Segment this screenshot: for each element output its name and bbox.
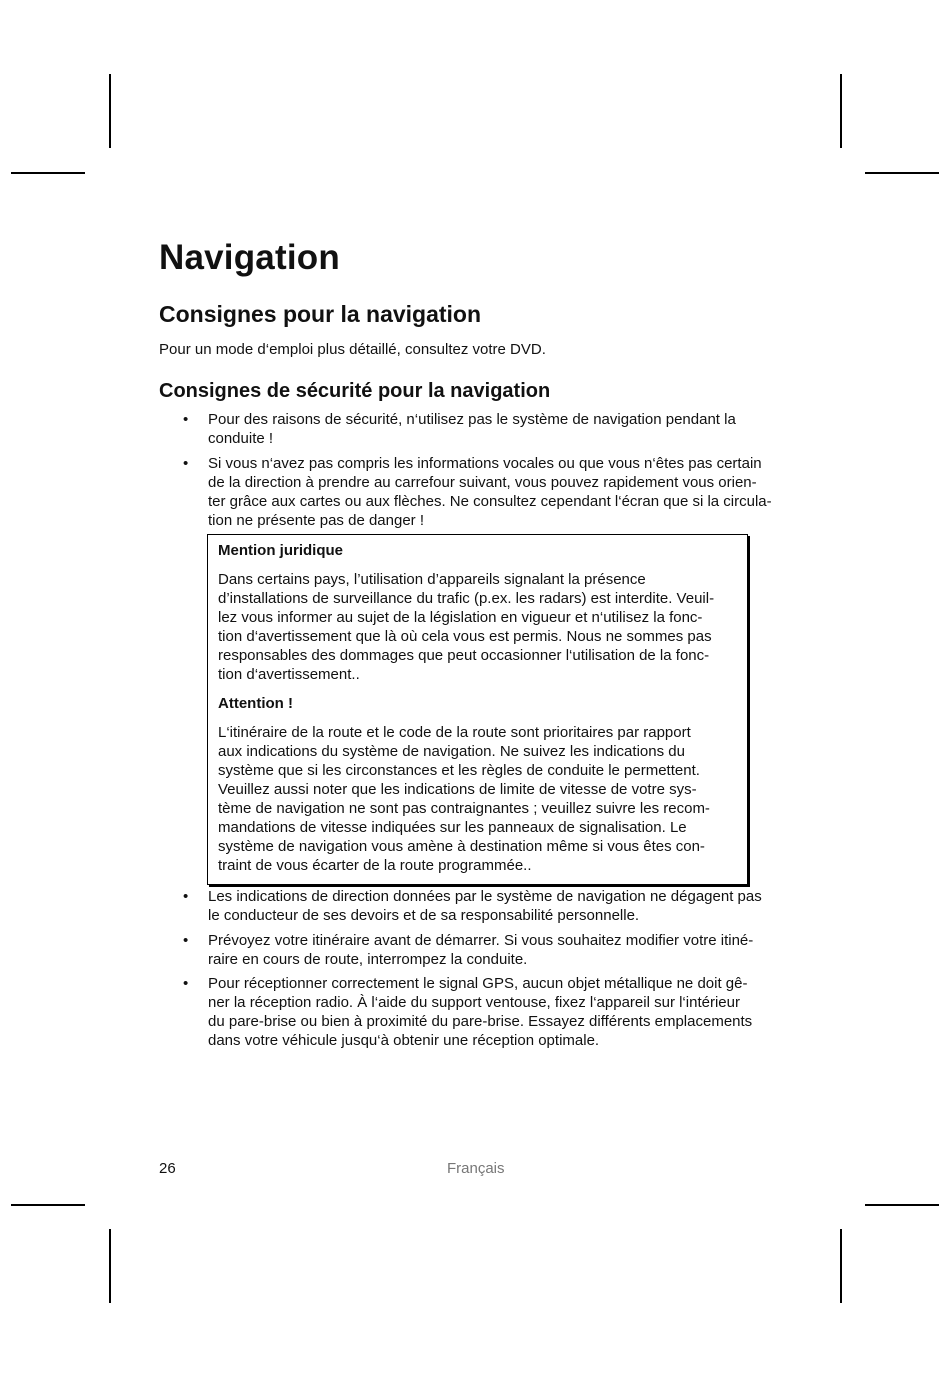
notice-line: lez vous informer au sujet de la législation en vigueur et n‘utilisez la fonc- xyxy=(218,609,703,626)
subsection-title: Consignes de sécurité pour la navigation xyxy=(159,380,551,402)
intro-text: Pour un mode d‘emploi plus détaillé, consultez votre DVD. xyxy=(159,341,546,358)
notice-line: responsables des dommages que peut occasionner l‘utilisation de la fonc- xyxy=(218,647,710,664)
notice-line: tion d‘avertissement.. xyxy=(218,666,360,683)
attention-title: Attention ! xyxy=(218,695,293,712)
list-item xyxy=(159,410,794,448)
list-item xyxy=(159,454,794,530)
crop-mark xyxy=(109,74,111,148)
list-item-line: Prévoyez votre itinéraire avant de démarrer. Si vous souhaitez modifier votre itiné- xyxy=(208,932,754,949)
notice-line: mandations de vitesse indiquées sur les panneaux de signalisation. Le xyxy=(218,819,687,836)
attention-text xyxy=(218,723,737,875)
notice-line: Dans certains pays, l’utilisation d’appareils signalant la présence xyxy=(218,571,646,588)
bullet-icon: • xyxy=(183,975,189,992)
list-item xyxy=(159,974,794,1050)
notice-line: système de navigation vous amène à destination même si vous êtes con- xyxy=(218,838,705,855)
page-number: 26 xyxy=(159,1160,176,1177)
notice-line: L‘itinéraire de la route et le code de la route sont prioritaires par rapport xyxy=(218,724,691,741)
bullet-icon: • xyxy=(183,455,189,472)
list-item-line: Si vous n‘avez pas compris les informations vocales ou que vous n‘êtes pas certain xyxy=(208,455,762,472)
list-item-line: raire en cours de route, interrompez la conduite. xyxy=(208,951,528,968)
notice-line: tion d‘avertissement que là où cela vous est permis. Nous ne sommes pas xyxy=(218,628,712,645)
notice-line: tème de navigation ne sont pas contraignantes ; veuillez suivre les recom- xyxy=(218,800,710,817)
list-item xyxy=(159,931,794,969)
list-item-line: dans votre véhicule jusqu‘à obtenir une réception optimale. xyxy=(208,1032,600,1049)
crop-mark xyxy=(11,172,85,174)
bullet-icon: • xyxy=(183,411,189,428)
list-item-line: du pare-brise ou bien à proximité du pare-brise. Essayez différents emplacements xyxy=(208,1013,753,1030)
crop-mark xyxy=(109,1229,111,1303)
list-item-line: tion ne présente pas de danger ! xyxy=(208,512,424,529)
list-item-line: Pour des raisons de sécurité, n‘utilisez pas le système de navigation pendant la xyxy=(208,411,736,428)
legal-notice-box xyxy=(207,534,748,885)
notice-line: Veuillez aussi noter que les indications de limite de vitesse de votre sys- xyxy=(218,781,697,798)
list-item-line: conduite ! xyxy=(208,430,274,447)
list-item xyxy=(159,887,794,925)
legal-notice-title: Mention juridique xyxy=(218,542,343,559)
notice-line: traint de vous écarter de la route programmée.. xyxy=(218,857,532,874)
notice-line: aux indications du système de navigation. Ne suivez les indications du xyxy=(218,743,685,760)
bullet-icon: • xyxy=(183,932,189,949)
legal-notice-text xyxy=(218,570,737,684)
section-title: Consignes pour la navigation xyxy=(159,301,482,327)
list-item-line: de la direction à prendre au carrefour suivant, vous pouvez rapidement vous orien- xyxy=(208,474,757,491)
crop-mark xyxy=(865,172,939,174)
crop-mark xyxy=(11,1204,85,1206)
list-item-line: Pour réceptionner correctement le signal GPS, aucun objet métallique ne doit gê- xyxy=(208,975,748,992)
crop-mark xyxy=(840,74,842,148)
list-item-line: ter grâce aux cartes ou aux flèches. Ne consultez cependant l‘écran que si la circula- xyxy=(208,493,772,510)
list-item-line: ner la réception radio. À l‘aide du support ventouse, fixez l‘appareil sur l‘intérieur xyxy=(208,994,740,1011)
footer-language: Français xyxy=(447,1160,505,1177)
crop-mark xyxy=(840,1229,842,1303)
notice-line: d’installations de surveillance du trafic (p.ex. les radars) est interdite. Veuil- xyxy=(218,590,715,607)
notice-line: système que si les circonstances et les règles de conduite le permettent. xyxy=(218,762,700,779)
page-title: Navigation xyxy=(159,238,340,277)
crop-mark xyxy=(865,1204,939,1206)
list-item-line: le conducteur de ses devoirs et de sa responsabilité personnelle. xyxy=(208,907,640,924)
list-item-line: Les indications de direction données par le système de navigation ne dégagent pas xyxy=(208,888,762,905)
bullet-icon: • xyxy=(183,888,189,905)
